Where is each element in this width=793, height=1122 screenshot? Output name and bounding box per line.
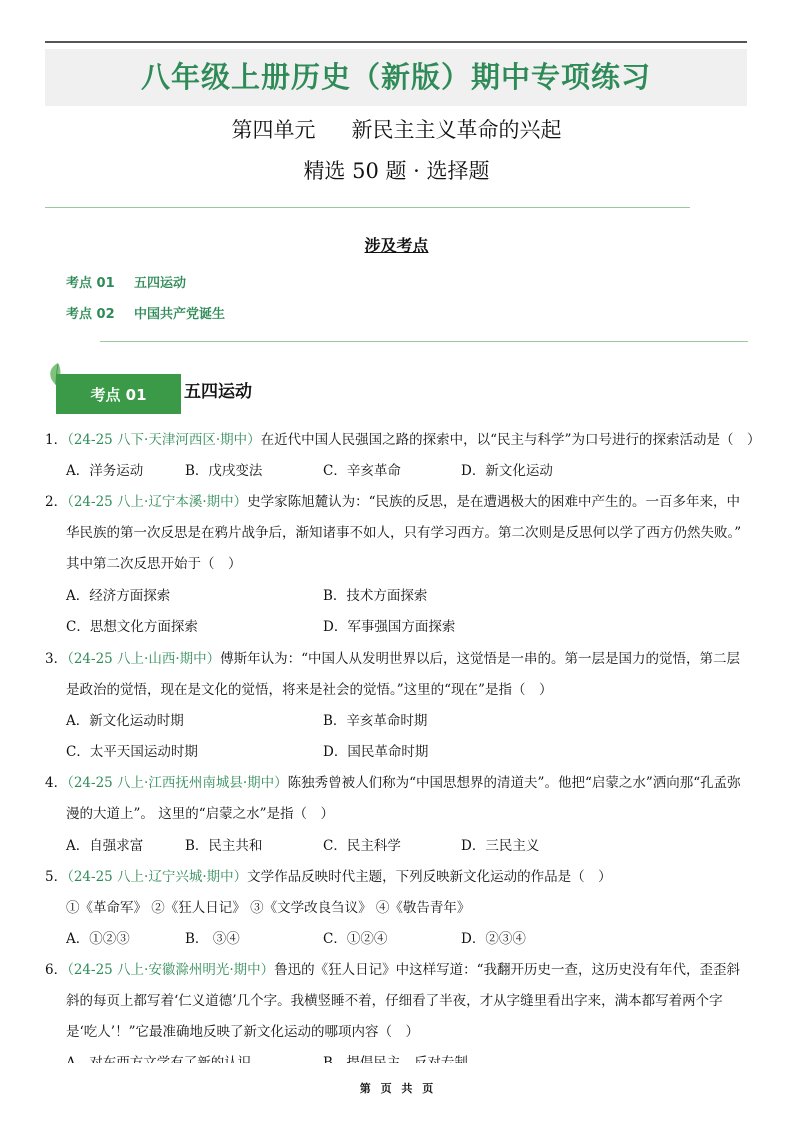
- question-line: 是政治的觉悟，现在是文化的觉悟，将来是社会的觉悟。”这里的“现在”是指（ ）: [66, 682, 553, 698]
- option-c: C．辛亥革命: [323, 463, 401, 479]
- option-b: B．辛亥革命时期: [323, 713, 428, 729]
- question-line: 1．（24-25 八下·天津河西区·期中）在近代中国人民强国之路的探索中，以“民主与科学”为口号进行的探索活动是（ ）: [45, 432, 761, 448]
- question-line: 2．（24-25 八上·辽宁本溪·期中）史学家陈旭麓认为：“民族的反思，是在遭遇极大的困难中产生的。一百多年来，中: [45, 494, 741, 510]
- question-line: 漫的大道上”。 这里的“启蒙之水”是指（ ）: [66, 806, 334, 822]
- question-line: 4．（24-25 八上·江西抚州南城县·期中）陈独秀曾被人们称为“中国思想界的清道夫”。他把“启蒙之水”洒向那“孔孟弥: [45, 775, 741, 791]
- question-line: 华民族的第一次反思是在鸦片战争后，渐知诸事不如人，只有学习西方。第二次则是反思何以学了西方仍然失败。”: [66, 525, 742, 541]
- question-line: 其中第二次反思开始于（ ）: [66, 556, 242, 572]
- key-points-heading: 涉及考点: [364, 236, 429, 255]
- section-title: 五四运动: [184, 382, 252, 402]
- question-line: 5．（24-25 八上·辽宁兴城·期中）文学作品反映时代主题，下列反映新文化运动的作品是（ ）: [45, 869, 612, 885]
- question-line: 3．（24-25 八上·山西·期中）傅斯年认为：“中国人从发明世界以后，这觉悟是一串的。第一层是国力的觉悟，第二层: [45, 651, 741, 667]
- question-source: （24-25 八上·江西抚州南城县·期中）: [67, 775, 288, 791]
- divider: [45, 207, 690, 208]
- option-b: B．民主共和: [185, 838, 263, 854]
- question-source: （24-25 八上·辽宁兴城·期中）: [67, 869, 248, 885]
- option-a: A．①②③: [66, 931, 130, 947]
- option-d: D．军事强国方面探索: [323, 619, 456, 635]
- option-c: C．思想文化方面探索: [66, 619, 198, 635]
- option-b: B． ③④: [185, 931, 240, 947]
- option-c: C．太平天国运动时期: [66, 744, 198, 760]
- option-d: D．三民主义: [461, 838, 540, 854]
- option-a: A．新文化运动时期: [66, 713, 184, 729]
- top-rule: [45, 41, 747, 43]
- question-source: （24-25 八下·天津河西区·期中）: [67, 432, 261, 448]
- option-d: D．②③④: [461, 931, 526, 947]
- option-d: D．新文化运动: [461, 463, 553, 479]
- subtitle: 精选 50 题 · 选择题: [303, 159, 490, 183]
- page-crop: [40, 1063, 753, 1075]
- unit-heading: [0, 115, 793, 145]
- question-source: （24-25 八上·安徽滁州明光·期中）: [67, 962, 275, 978]
- question-line: ①《革命军》 ②《狂人日记》 ③《文学改良刍议》 ④《敬告青年》: [66, 900, 471, 916]
- page-title: 八年级上册历史（新版）期中专项练习: [140, 60, 651, 94]
- option-a: A．洋务运动: [66, 463, 144, 479]
- question-line: 6．（24-25 八上·安徽滁州明光·期中）鲁迅的《狂人日记》中这样写道：“我翻开历史一查，这历史没有年代，歪歪斜: [45, 962, 741, 978]
- question-line: 斜的每页上都写着‘仁义道德’几个字。我横竖睡不着，仔细看了半夜，才从字缝里看出字来，满本都写着两个字: [66, 993, 723, 1009]
- option-a: A．经济方面探索: [66, 588, 171, 604]
- option-b: B．戊戌变法: [185, 463, 263, 479]
- divider: [100, 341, 748, 342]
- question-source: （24-25 八上·山西·期中）: [67, 651, 221, 667]
- title-banner: [45, 49, 747, 106]
- unit-label: 第四单元: [231, 118, 316, 142]
- option-a: A．自强求富: [66, 838, 144, 854]
- key-point-item: 考点 01 五四运动: [66, 276, 187, 291]
- option-d: D．国民革命时期: [323, 744, 429, 760]
- question-source: （24-25 八上·辽宁本溪·期中）: [67, 494, 248, 510]
- page-footer: 第 页 共 页: [359, 1082, 434, 1095]
- option-c: C．①②④: [323, 931, 388, 947]
- unit-topic: 新民主主义革命的兴起: [351, 118, 562, 142]
- key-point-item: 考点 02 中国共产党诞生: [66, 307, 226, 322]
- section-tab: 考点 01: [56, 374, 181, 414]
- question-line: 是‘吃人’！”它最准确地反映了新文化运动的哪项内容（ ）: [66, 1024, 419, 1040]
- option-c: C．民主科学: [323, 838, 401, 854]
- option-b: B．技术方面探索: [323, 588, 428, 604]
